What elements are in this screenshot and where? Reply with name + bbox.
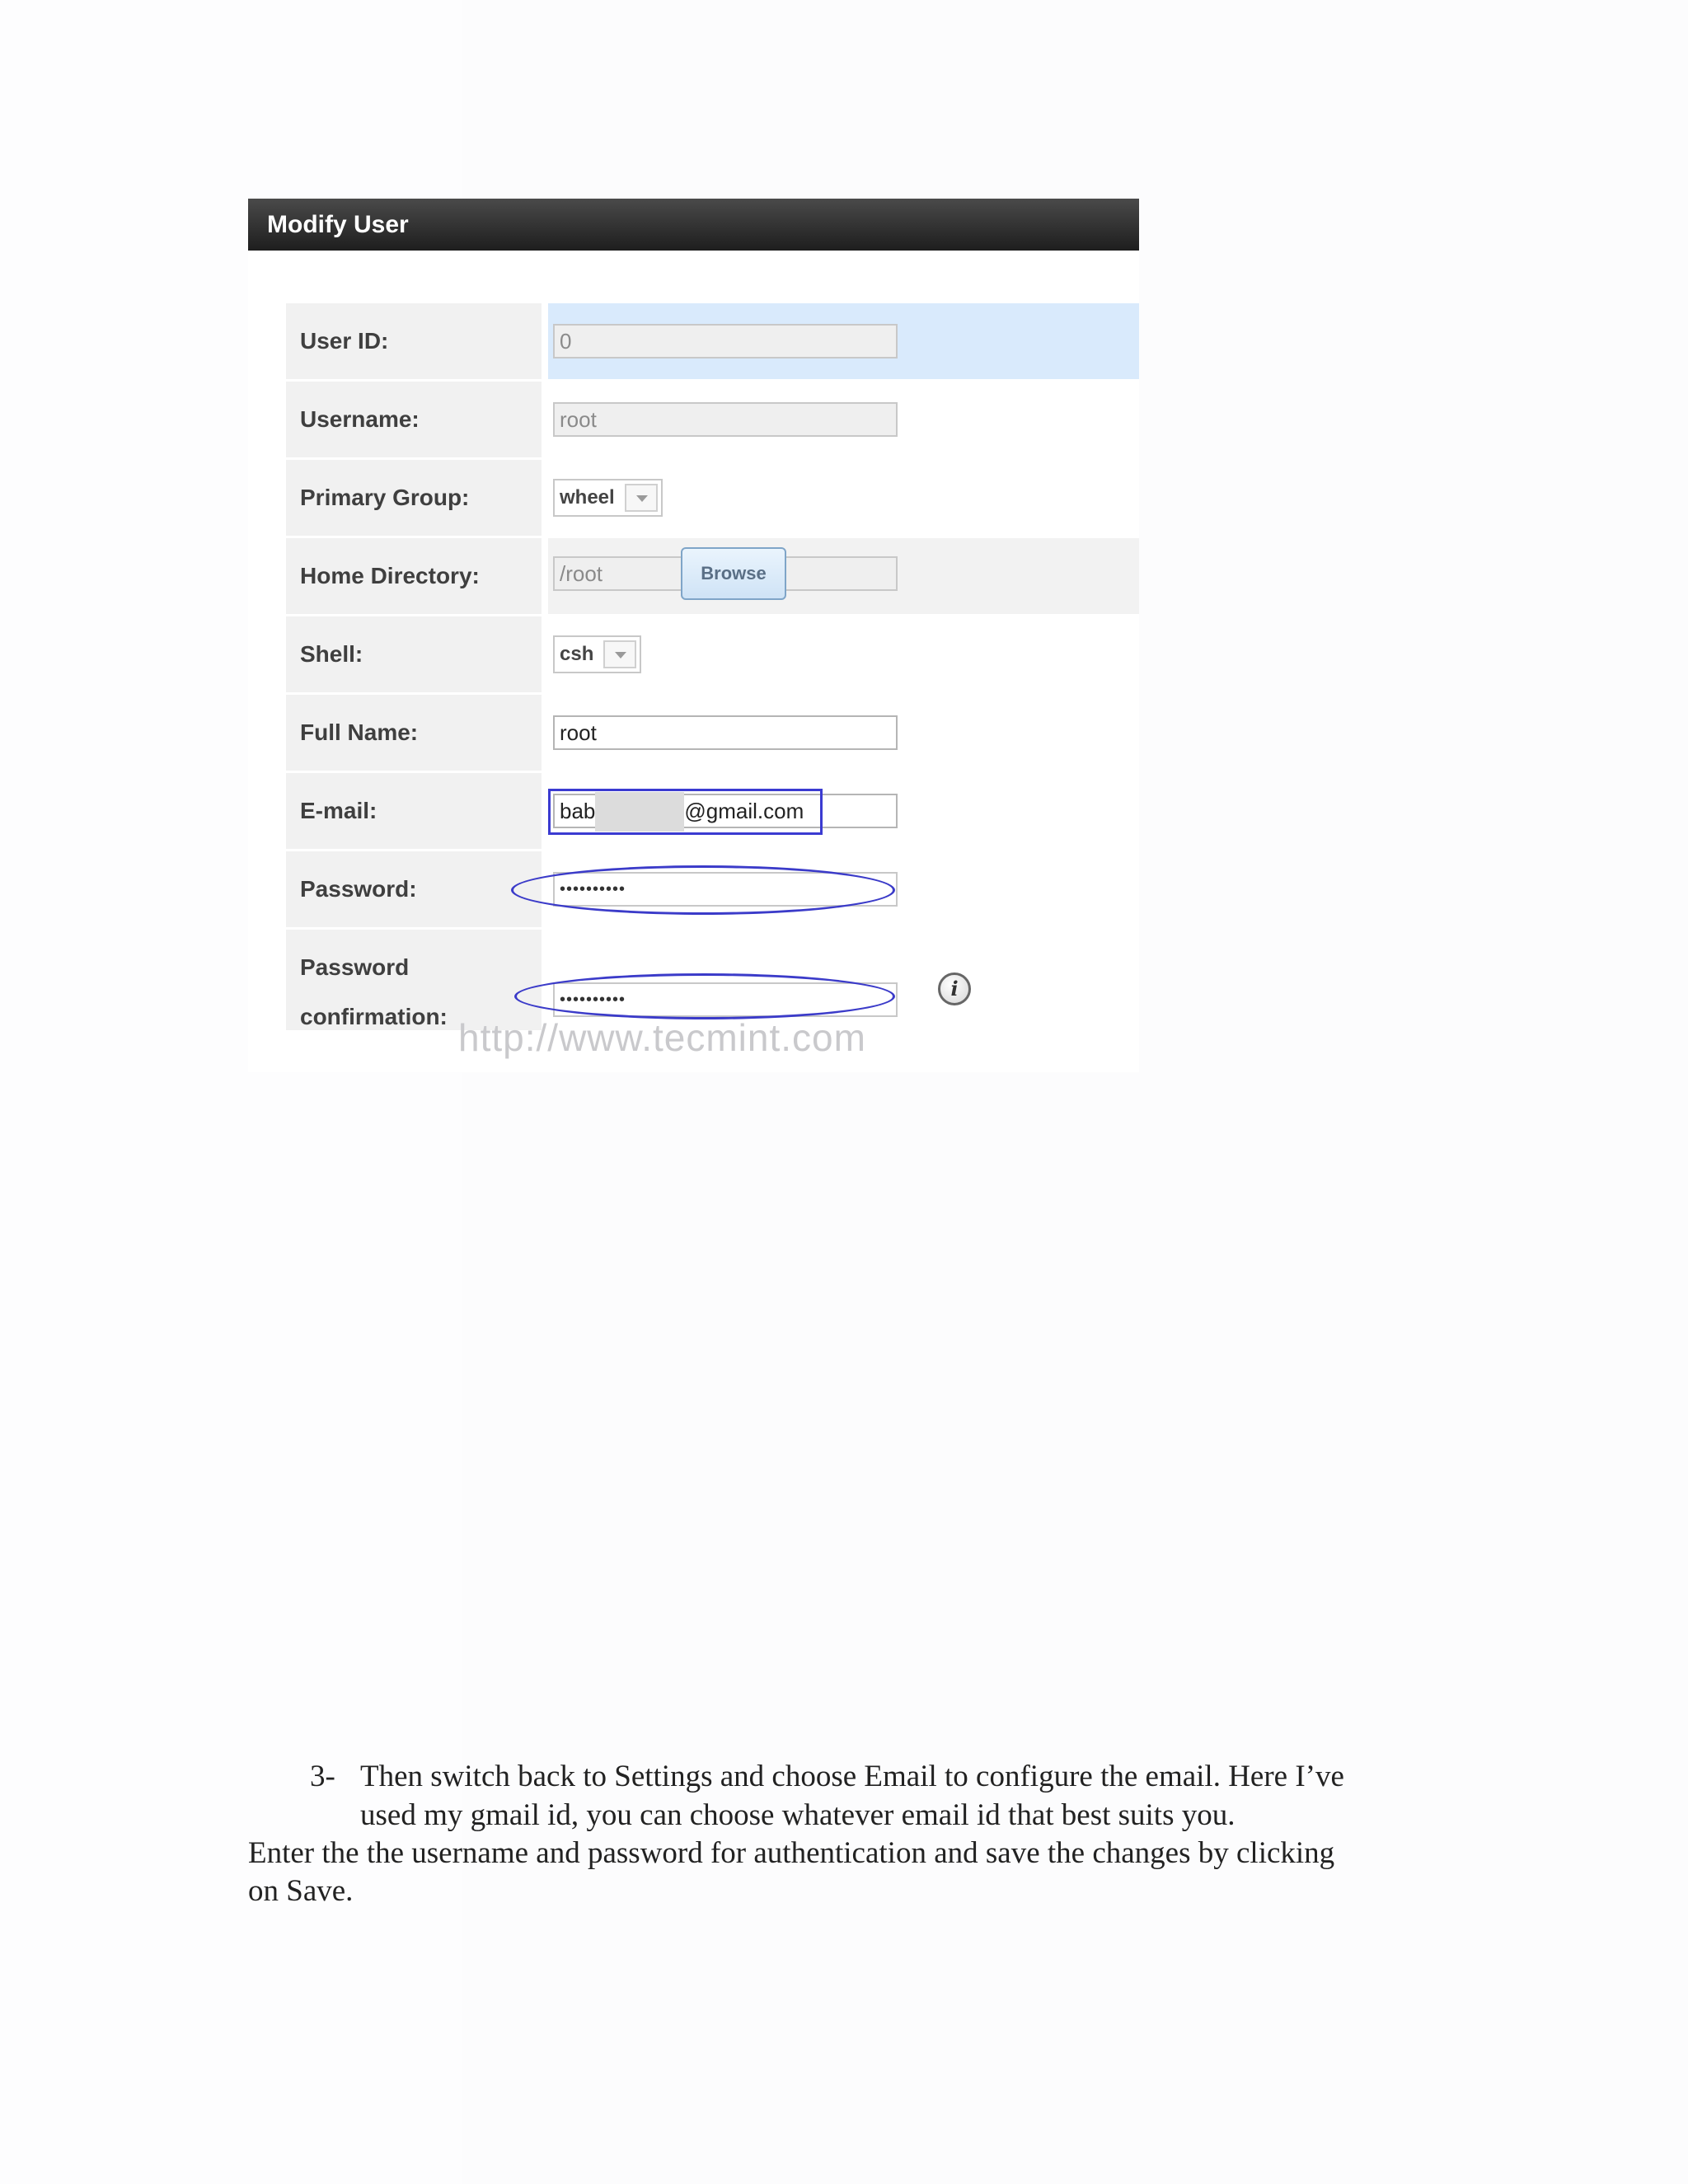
info-icon[interactable]: i [938, 972, 971, 1005]
full-name-field[interactable]: root [553, 715, 898, 750]
step-text-line1: Then switch back to Settings and choose Email to configure the email. Here I’ve [360, 1760, 1344, 1793]
password-field[interactable]: •••••••••• [553, 872, 898, 907]
home-directory-label: Home Directory: [300, 563, 480, 588]
full-name-label: Full Name: [300, 719, 419, 745]
password-confirmation-label-line2: confirmation: [300, 1004, 448, 1029]
email-label: E-mail: [300, 798, 377, 823]
email-redaction [595, 792, 684, 832]
password-confirmation-field[interactable]: •••••••••• [553, 982, 898, 1017]
row-full-name [286, 695, 1139, 771]
step-number: 3- [310, 1760, 335, 1793]
user-id-label: User ID: [300, 328, 389, 354]
username-field[interactable]: root [553, 402, 898, 437]
password-confirmation-label-line1: Password [300, 954, 410, 980]
username-label: Username: [300, 406, 420, 432]
paragraph-line2: on Save. [248, 1874, 354, 1908]
paragraph-line1: Enter the the username and password for authentication and save the changes by clicking [248, 1836, 1335, 1870]
modify-user-dialog [248, 199, 1139, 1072]
watermark: http://www.tecmint.com [458, 1016, 866, 1059]
step-text-line2: used my gmail id, you can choose whatever email id that best suits you. [360, 1798, 1236, 1832]
row-primary-group [286, 460, 1139, 536]
shell-select[interactable] [553, 635, 641, 673]
row-username [286, 382, 1139, 457]
email-value-prefix: bab [560, 799, 596, 823]
primary-group-label: Primary Group: [300, 485, 470, 510]
chevron-down-icon[interactable] [603, 640, 636, 668]
home-directory-field[interactable]: /root [553, 556, 898, 591]
row-user-id [286, 303, 1139, 379]
email-value-suffix: @gmail.com [684, 799, 804, 823]
primary-group-value: wheel [560, 486, 615, 509]
row-password [286, 851, 1139, 927]
primary-group-select[interactable] [553, 479, 663, 517]
shell-value: csh [560, 643, 594, 665]
password-label: Password: [300, 876, 417, 902]
shell-label: Shell: [300, 641, 363, 667]
dialog-title: Modify User [248, 199, 1139, 251]
chevron-down-icon[interactable] [625, 484, 658, 512]
row-shell [286, 616, 1139, 692]
browse-button[interactable]: Browse [681, 547, 786, 600]
user-id-field[interactable]: 0 [553, 324, 898, 359]
row-email [286, 773, 1139, 849]
